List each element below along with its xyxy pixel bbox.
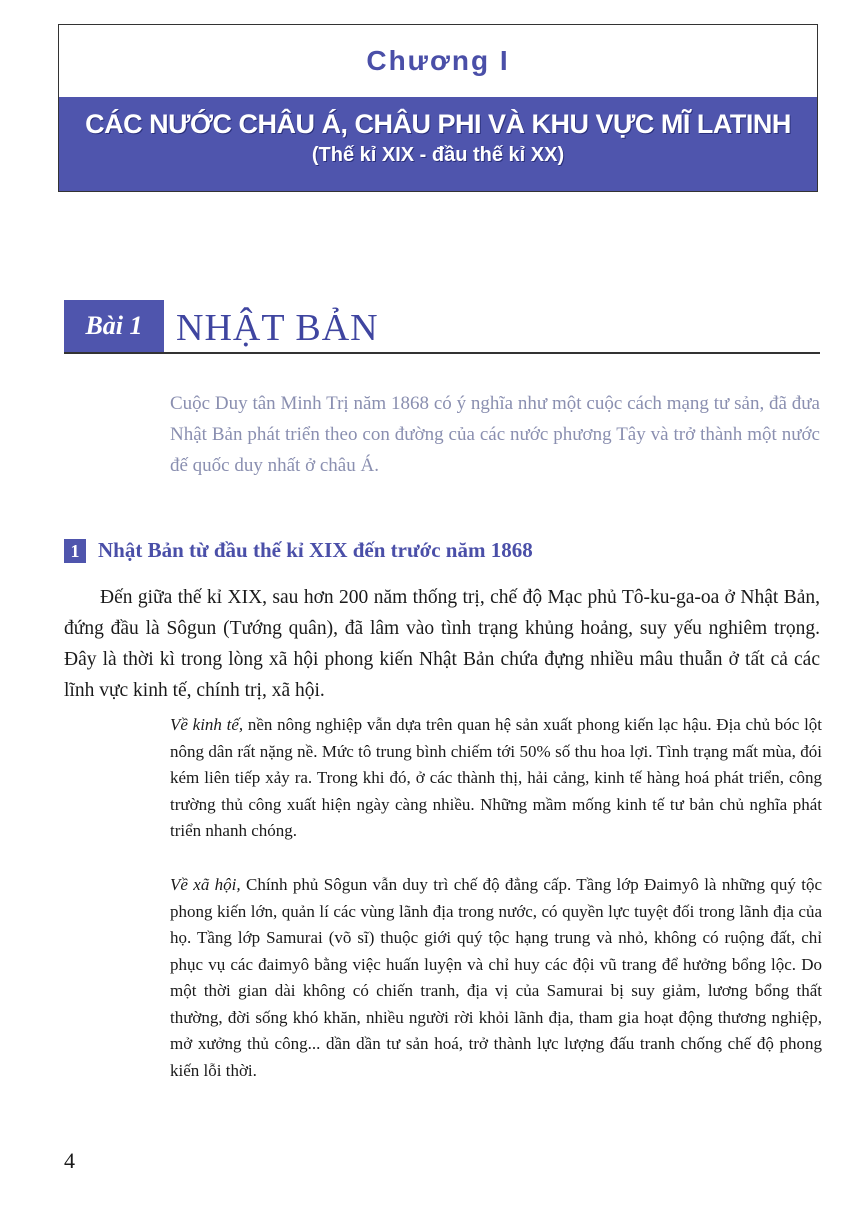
- chapter-title-band: [59, 97, 817, 191]
- section-heading: [64, 538, 533, 566]
- detail-economy: [170, 712, 822, 845]
- lesson-title: NHẬT BẢN: [176, 307, 379, 349]
- lesson-divider: [64, 352, 820, 354]
- detail-society: [170, 872, 822, 1084]
- detail-lead: Về xã hội,: [170, 875, 241, 894]
- section-number: 1: [64, 539, 86, 563]
- detail-lead: Về kinh tế,: [170, 715, 244, 734]
- body-paragraph: Đến giữa thế kỉ XIX, sau hơn 200 năm thống trị, chế độ Mạc phủ Tô-ku-ga-oa ở Nhật Bản, đứng đầu là Sôgun (Tướng quân), đã lâm vào tình trạng khủng hoảng, suy yếu nghiêm trọng. Đây là thời kì trong lòng xã hội phong kiến Nhật Bản chứa đựng nhiều mâu thuẫn ở tất cả các lĩnh vực kinh tế, chính trị, xã hội.: [64, 587, 820, 701]
- detail-text: nền nông nghiệp vẫn dựa trên quan hệ sản xuất phong kiến lạc hậu. Địa chủ bóc lột nông dân rất nặng nề. Mức tô trung bình chiếm tới 50% số thu hoa lợi. Tình trạng mất mùa, đói kém liên tiếp xảy ra. Trong khi đó, ở các thành thị, hải cảng, kinh tế hàng hoá phát triển, công trường thủ công xuất hiện ngày càng nhiều. Những mầm mống kinh tế tư bản chủ nghĩa phát triển nhanh chóng.: [170, 715, 823, 840]
- detail-text: Chính phủ Sôgun vẫn duy trì chế độ đẳng cấp. Tầng lớp Đaimyô là những quý tộc phong kiến lớn, quản lí các vùng lãnh địa trong nước, có quyền lực tuyệt đối trong lãnh địa của họ. Tầng lớp Samurai (võ sĩ) thuộc giới quý tộc hạng trung và nhỏ, không có ruộng đất, chỉ phục vụ các đaimyô bằng việc huấn luyện và chỉ huy các đội vũ trang để hưởng bổng lộc. Do một thời gian dài không có chiến tranh, địa vị của Samurai bị suy giảm, lương bổng thất thường, đời sống khó khăn, nhiều người rời khỏi lãnh địa, tham gia hoạt động thương nghiệp, mở xưởng thủ công... dần dần tư sản hoá, trở thành lực lượng đấu tranh chống chế độ phong kiến lỗi thời.: [170, 875, 822, 1080]
- page-number: 4: [64, 1148, 75, 1173]
- chapter-title: CÁC NƯỚC CHÂU Á, CHÂU PHI VÀ KHU VỰC MĨ LATINH: [85, 109, 791, 139]
- chapter-header: [58, 24, 818, 192]
- lesson-badge: Bài 1: [64, 300, 164, 352]
- lesson-intro: Cuộc Duy tân Minh Trị năm 1868 có ý nghĩa như một cuộc cách mạng tư sản, đã đưa Nhật Bản phát triển theo con đường của các nước phương Tây và trở thành một nước đế quốc duy nhất ở châu Á.: [170, 393, 820, 476]
- chapter-subtitle: (Thế kỉ XIX - đầu thế kỉ XX): [311, 144, 565, 166]
- chapter-label: Chương I: [366, 45, 510, 76]
- section-title: Nhật Bản từ đầu thế kỉ XIX đến trước năm 1868: [98, 538, 533, 562]
